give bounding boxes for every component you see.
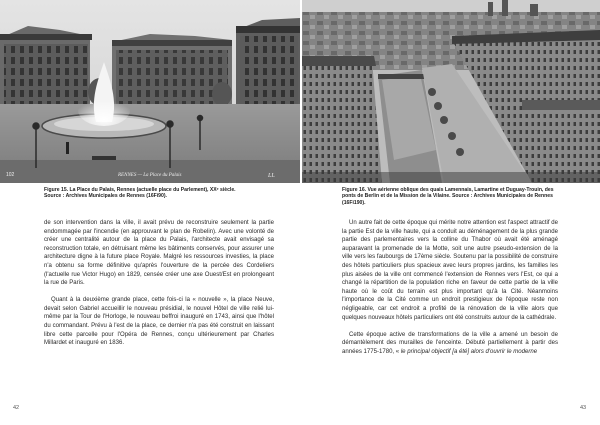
caption-figure-15	[44, 187, 254, 200]
caption-title: Figure 15. La Place du Palais, Rennes (actuelle place du Parlement), XXᵉ siècle.	[44, 187, 236, 193]
quote-text: le principal objectif [a été] alors d'ouvrir le moderne	[400, 348, 538, 355]
page-number-left: 42	[13, 405, 20, 411]
photo-title: RENNES — La Place du Palais	[118, 173, 182, 178]
paragraph: de son intervention dans la ville, il avait prévu de reconstruire seulement la partie endommagée par l'incendie (en approuvant le plan de Robelin). Avec une volonté de créer une centralité autour de la place du Palais, l'architecte avait envisagé sa reconstruction totale, en détruisant même les bâtiments conservés, pour assurer une architecture digne à la future place Royale. Malgré les ressources investies, la place n'a obtenu sa forme définitive qu'après l'ouverture de la percée des Cordeliers (l'actuelle rue Victor Hugo) en 1829, censée créer une axe Ouest/Est en prolongeant la rue de Paris.	[44, 220, 274, 287]
photo-place-du-palais	[0, 0, 300, 183]
photo-number: 102	[6, 172, 15, 178]
photo-mark: LL	[268, 173, 275, 179]
caption-title: Figure 16. Vue aérienne oblique des quais Lamennais, Lamartine et Duguay-Trouin, des ponts de Berlin et de la Mission de la Vilaine.	[342, 187, 554, 200]
photo-aerial-quays	[302, 0, 600, 183]
caption-source: Source : Archives Municipales de Rennes (16Fi190).	[342, 193, 553, 206]
paragraph: Quant à la deuxième grande place, cette fois-ci la « nouvelle », la place Neuve, devait selon Gabriel accueillir le nouveau présidial, le nouvel Hôtel de ville relié lui-même par la Tour de l'Horloge, le nouveau beffroi inauguré en 1743, ainsi que l'hôtel du commandant. Prévu à l'est de la place, ce dernier n'a pas été construit en laissant libre cette parcelle pour l'Opéra de Rennes, conçu ultérieurement par Charles Millardet et inauguré en 1836.	[44, 297, 274, 347]
photo-aerial-quays-image	[302, 0, 600, 183]
text-column-right	[342, 219, 558, 365]
paragraph-text: Cette époque active de transformations de la ville a amené un besoin de démantèlement des murailles de l'enceinte. Débuté partiellement à partir des années 1775-1780, «	[342, 331, 558, 355]
caption-source: Source : Archives Municipales de Rennes (16Fi90).	[44, 193, 167, 200]
paragraph	[342, 331, 558, 357]
paragraph: Un autre fait de cette époque qui mérite notre attention est l'aspect attractif de la partie Est de la ville haute, qui a conduit au déménagement de la plus grande partie des parlementaires vers la colline du Thabor où avait été aménagé auparavant la promenade de la Motte, soit une autre pseudo-extension de la ville vers les faubourgs de 17ème siècle. Soutenu par la possibilité de construire des hôtels particuliers plus spacieux avec leurs propres jardins, les familles les plus aisées de la ville ont commencé l'extension de Rennes vers l'Est, ce qui a changé la répartition de la population riche en faveur de cette partie de la ville haute où le coût du terrain est plus important qu'à la Cité. Néanmoins l'importance de la Cité comme un endroit prestigieux de l'époque reste non négligeable, car cet endroit a profité de la rénovation de la ville alors que quelques nouveaux hôtels particuliers ont été construits autour de la cathédrale.	[342, 220, 558, 321]
text-column-left	[44, 219, 274, 356]
page-number-right: 43	[580, 405, 587, 411]
photo-place-du-palais-image	[0, 0, 300, 183]
caption-figure-16	[342, 187, 564, 206]
